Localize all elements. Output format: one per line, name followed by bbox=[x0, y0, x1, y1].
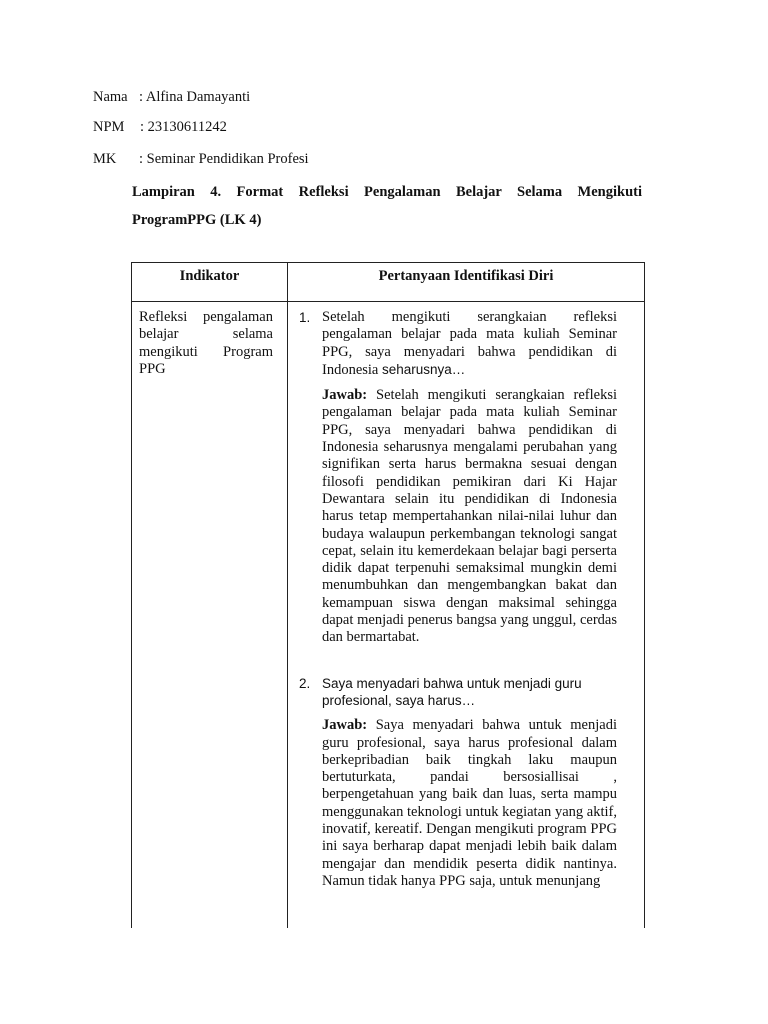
nama-value: : Alfina Damayanti bbox=[139, 89, 251, 105]
nama-line bbox=[93, 88, 250, 106]
answer-block bbox=[322, 717, 617, 890]
indikator-cell: Refleksi pengalaman belajar selama mengikuti Program PPG bbox=[139, 309, 273, 377]
header-indikator: Indikator bbox=[179, 268, 240, 284]
title-line-2: ProgramPPG (LK 4) bbox=[132, 212, 262, 228]
npm-line bbox=[93, 118, 227, 136]
title-line-1: Lampiran 4. Format Refleksi Pengalaman Belajar Selama Mengikuti bbox=[132, 184, 642, 200]
column-divider bbox=[287, 263, 288, 928]
document-title bbox=[132, 178, 642, 234]
question-text-body: Setelah mengikuti serangkaian refleksi pengalaman belajar pada mata kuliah Seminar PPG, saya menyadari bahwa pendidikan di Indonesia bbox=[322, 309, 617, 378]
nama-label: Nama bbox=[93, 89, 128, 105]
mk-value: : Seminar Pendidikan Profesi bbox=[139, 151, 309, 167]
mk-label: MK bbox=[93, 151, 117, 167]
npm-label: NPM bbox=[93, 119, 125, 135]
question-text: Saya menyadari bahwa untuk menjadi guru profesional, saya harus… bbox=[322, 675, 582, 708]
questions-cell bbox=[299, 309, 617, 890]
question-item bbox=[299, 675, 617, 891]
header-pertanyaan: Pertanyaan Identifikasi Diri bbox=[378, 268, 554, 284]
answer-text: Saya menyadari bahwa untuk menjadi guru profesional, saya harus profesional dalam berkepribadian baik tingkah laku maupun bertuturkata, pandai bersosiallisai , berpengetahuan yang baik dan luas, serta mampu menggunakan teknologi untuk kegiatan yang aktif, inovatif, kereatif. Dengan mengikuti program PPG ini saya berharap dapat menjadi lebih baik dalam mengajar dan mendidik peserta didik nantinya. Namun tidak hanya PPG saja, untuk menunjang bbox=[322, 717, 617, 889]
npm-value: : 23130611242 bbox=[140, 119, 227, 135]
answer-text: Setelah mengikuti serangkaian refleksi pengalaman belajar pada mata kuliah Seminar PPG, saya menyadari bahwa pendidikan di Indonesia seharusnya mengalami perubahan yang signifikan serta harus bermakna sesuai dengan filosofi pendidikan pemikiran dari Ki Hajar Dewantara selain itu pendidikan di Indonesia harus tetap mempertahankan nilai-nilai luhur dan budaya walaupun perkembangan teknologi sangat cepat, selain itu kemerdekaan belajar bagi perserta didik dapat terpenuhi semaksimal mungkin demi menumbuhkan dan mengembangkan bakat dan kemampuan siswa dengan maksimal sehingga dapat menjadi penerus bangsa yang unggul, cerdas dan bermartabat. bbox=[322, 387, 617, 646]
header-divider bbox=[132, 301, 644, 302]
jawab-label: Jawab: bbox=[322, 387, 368, 404]
answer-block bbox=[322, 387, 617, 646]
identification-table bbox=[131, 262, 645, 928]
question-number: 1. bbox=[299, 310, 311, 325]
question-text bbox=[322, 309, 617, 379]
mk-line bbox=[93, 150, 309, 168]
question-item bbox=[299, 309, 617, 647]
question-text-tail: seharusnya… bbox=[382, 361, 466, 377]
question-number: 2. bbox=[299, 675, 311, 691]
jawab-label: Jawab: bbox=[322, 717, 368, 734]
